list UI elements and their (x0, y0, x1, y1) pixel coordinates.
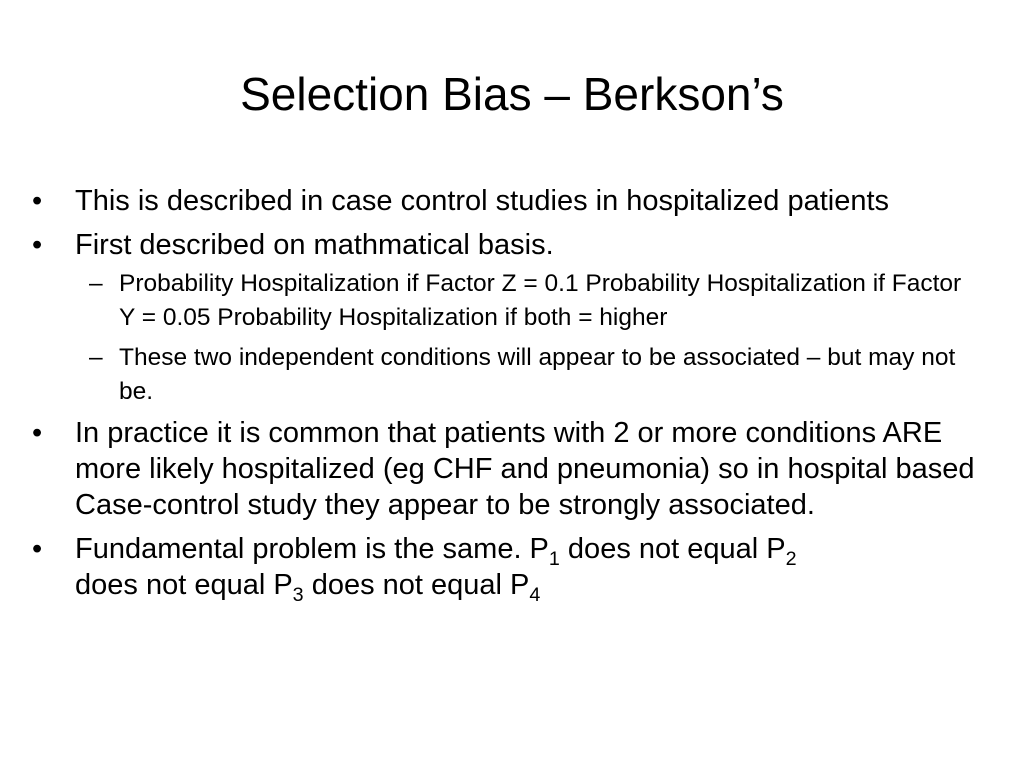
bullet-text-part: does not equal P (75, 569, 293, 601)
subscript: 4 (529, 583, 541, 606)
slide-body (32, 183, 982, 611)
bullet-text-part: does not equal P (303, 569, 530, 601)
bullet-item (32, 227, 982, 263)
bullet-item (32, 183, 982, 219)
slide-title: Selection Bias – Berkson’s (240, 68, 784, 120)
subscript: 1 (548, 547, 560, 570)
bullet-item (32, 415, 982, 523)
sub-bullet-text: Probability Hospitalization if Factor Z = 0.1 Probability Hospitalization if Factor Y = 0.05 Probability Hospitalization if both = higher (119, 270, 962, 331)
bullet-text-part: does not equal P (559, 533, 786, 565)
bullet-text: First described on mathmatical basis. (75, 229, 554, 261)
bullet-marker: • (32, 533, 43, 565)
bullet-text: In practice it is common that patients with 2 or more conditions ARE more likely hospitalized (eg CHF and pneumonia) so in hospital based Case-control study they appear to be strongly associated. (75, 417, 975, 521)
bullet-marker: • (32, 417, 43, 449)
bullet-marker: • (32, 229, 43, 261)
bullet-item (32, 531, 982, 606)
bullet-marker: • (32, 185, 43, 217)
sub-bullet-item (89, 341, 982, 409)
subscript: 2 (785, 547, 797, 570)
dash-marker: – (89, 270, 103, 297)
bullet-text-part: Fundamental problem is the same. P (75, 533, 549, 565)
bullet-text (75, 531, 982, 606)
bullet-text: This is described in case control studies in hospitalized patients (75, 185, 890, 217)
dash-marker: – (89, 344, 103, 371)
sub-bullet-text: These two independent conditions will appear to be associated – but may not be. (119, 344, 956, 405)
sub-bullet-item (89, 267, 982, 335)
subscript: 3 (292, 583, 304, 606)
